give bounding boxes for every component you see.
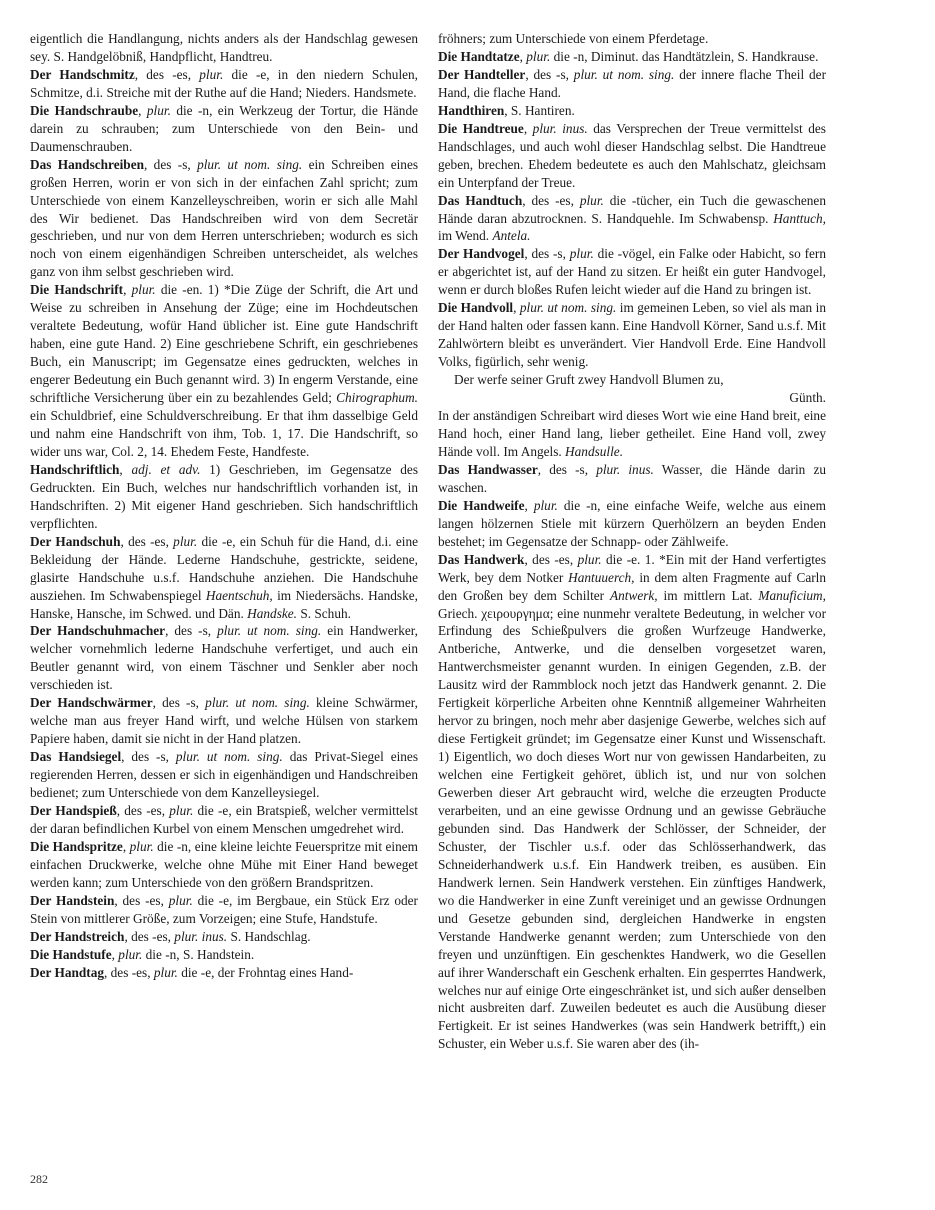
dictionary-entry — [30, 694, 418, 748]
dictionary-entry — [30, 66, 418, 102]
entry-text: S. Handschlag. — [227, 928, 311, 944]
entry-text: , des -s, — [525, 66, 574, 82]
entry-text: S. Schuh. — [297, 605, 351, 621]
entry-text: die -e, ein Schuh für die Hand, d.i. eine Bekleidung der Hände. Lederne Handschuhe, gestrickte, seidene, glasirte Handschuhe u.s.f. Handschuhe anziehen. Die Handschuhe ausziehen. Im Schwabenspiegel — [30, 533, 418, 603]
entry-text: die -n, Diminut. das Handtätzlein, S. Handkrause. — [550, 48, 819, 64]
entry-text: , des -es, — [524, 551, 578, 567]
italic-text: plur. — [533, 497, 558, 513]
italic-text: plur. — [168, 892, 193, 908]
dictionary-entry — [438, 66, 826, 102]
italic-text: plur. ut nom. sing. — [205, 695, 310, 711]
dictionary-entry — [438, 299, 826, 371]
entry-text: kleine Schwärmer, welche man aus freyer Hand wirft, und welche Hülsen von starkem Papiere haben, damit sie nicht in der Hand platzen. — [30, 695, 418, 747]
headword: Die Handschraube — [30, 102, 139, 118]
entry-text: die -e. 1. *Ein mit der Hand verfertigtes Werk, bey dem Notker — [438, 551, 826, 585]
headword: Der Handschmitz — [30, 66, 135, 82]
italic-text: plur. — [173, 533, 198, 549]
italic-text: plur. — [131, 282, 156, 298]
headword: Die Handvoll — [438, 300, 514, 316]
headword: Das Handschreiben — [30, 156, 144, 172]
headword: Die Handtatze — [438, 48, 520, 64]
entry-text: der innere flache Theil der Hand, die flache Hand. — [438, 66, 827, 100]
headword: Der Handschuh — [30, 533, 121, 549]
entry-text: ein Schuldbrief, eine Schuldverschreibung. Er that ihm dasselbige Geld und nahm eine Handschrift von ihm, Tob. 1, 17. Die Handschrift, so wider uns war, Col. 2, 14. Ehedem Feste, Handfeste. — [30, 408, 418, 459]
entry-text: , — [122, 838, 130, 854]
entry-text: im gemeinen Leben, so viel als man in der Hand halten oder fassen kann. Eine Handvoll Körner, Sand u.s.f. Mit Zahlwörtern bleibt es unverändert. Vier Handvoll Erde. Eine Handvoll Volks, figürlich, sehr wenig. — [438, 300, 826, 370]
entry-text: die -tücher, ein Tuch die gewaschenen Hände daran abzutrocknen. S. Handquehle. Im Schwabensp. — [438, 192, 826, 226]
italic-text: plur. — [129, 838, 154, 854]
right-column — [438, 30, 826, 1053]
headword: Die Handstufe — [30, 946, 112, 962]
entry-text: , des -s, — [144, 156, 198, 172]
dictionary-entry — [438, 245, 826, 299]
dictionary-entry — [438, 497, 826, 551]
entry-text: , des -es, — [134, 66, 200, 82]
entry-text: Günth. — [789, 390, 826, 406]
entry-text: im Wend. — [438, 228, 493, 244]
italic-text: Handske. — [247, 605, 297, 621]
italic-text: plur. — [118, 946, 143, 962]
dictionary-entry — [30, 838, 418, 892]
headword: Die Handspritze — [30, 838, 123, 854]
entry-text: , des -s, — [537, 461, 597, 477]
dictionary-entry — [438, 48, 826, 66]
italic-text: plur. ut nom. sing. — [175, 749, 283, 765]
entry-text: , des -s, — [152, 695, 206, 711]
headword: Der Handschuhmacher — [30, 623, 166, 639]
italic-text: plur. ut nom. sing. — [573, 66, 675, 82]
dictionary-entry — [438, 30, 826, 48]
entry-text: , S. Hantiren. — [504, 102, 575, 118]
page-number: 282 — [30, 1172, 48, 1186]
entry-text: die -n, eine kleine leichte Feuerspritze mit einem einfachen Druckwerke, welche ohne Mühe mit Einer Hand beweget werden kann; zum Unterschiede von den größern Brandspritzen. — [30, 838, 419, 890]
entry-text: Der werfe seiner Gruft zwey Handvoll Blumen zu, — [454, 372, 724, 388]
entry-text: , — [138, 102, 147, 118]
entry-text: , des -es, — [104, 964, 154, 980]
headword: Der Handschwärmer — [30, 695, 153, 711]
dictionary-entry — [438, 461, 826, 497]
headword: Der Handvogel — [438, 246, 525, 262]
headword: Der Handspieß — [30, 802, 117, 818]
italic-text: plur. — [146, 102, 171, 118]
entry-text: , des -es, — [116, 802, 170, 818]
dictionary-entry — [30, 802, 418, 838]
italic-text: plur. ut nom. sing. — [217, 623, 322, 639]
entry-text: , des -es, — [120, 533, 174, 549]
italic-text: plur. — [153, 964, 178, 980]
entry-text: in dem alten Fragmente auf Carln den Großen bey dem Schilter — [438, 569, 826, 603]
headword: Handschriftlich — [30, 461, 120, 477]
dictionary-entry — [30, 281, 418, 461]
quotation-line — [438, 371, 826, 389]
entry-text: die -e, in den niedern Schulen, Schmitze, d.i. Streiche mit der Ruthe auf die Hand; Nieders. Handsmete. — [30, 66, 419, 100]
entry-text: im Niedersächs. Handske, Hanske, Hansche, im Schwed. und Dän. — [30, 587, 418, 621]
italic-text: Hantuuerch, — [568, 569, 635, 585]
italic-text: plur. inus. — [174, 928, 228, 944]
italic-text: Hanttuch, — [773, 210, 826, 226]
dictionary-entry — [30, 964, 418, 982]
entry-text: , — [513, 300, 520, 316]
entry-text: , — [519, 48, 527, 64]
entry-text: , — [123, 282, 132, 298]
headword: Der Handtag — [30, 964, 104, 980]
dictionary-entry — [30, 946, 418, 964]
entry-text: , — [523, 120, 533, 136]
italic-text: plur. inus. — [596, 461, 654, 477]
entry-text: Wasser, die Hände darin zu waschen. — [438, 461, 827, 495]
entry-text: die -e, im Bergbaue, ein Stück Erz oder Stein von mittlerer Größe, zum Vorzeigen; eine Stufe, Handstufe. — [30, 892, 418, 926]
entry-text: , — [524, 497, 534, 513]
headword: Das Handwerk — [438, 551, 525, 567]
entry-text: die -n, S. Handstein. — [142, 946, 255, 962]
italic-text: Haentschuh, — [205, 587, 273, 603]
entry-text: ein Schreiben eines großen Herren, worin er von sich in der einfachen Zahl spricht; zum Unterschiede von einem Kanzelleyschreiben, worin er sich alle Mahl des Wir bedienet. Das Handschreiben wird von dem Secretär geschrieben, und nur von dem Herren unterschrieben; wodurch es sich noch von einem eigenhändigen Schreiben unterscheidet, als welches ganz von ihm selbst geschrieben wird. — [30, 156, 419, 280]
dictionary-entry — [30, 928, 418, 946]
dictionary-entry — [30, 102, 418, 156]
italic-text: plur. inus. — [532, 120, 588, 136]
italic-text: Antela. — [492, 228, 531, 244]
entry-text: die -en. 1) *Die Züge der Schrift, die Art und Weise zu schreiben in Ansehung der Züge; eine im Hochdeutschen veraltete Bedeutung, wofür Hand üblicher ist. Eine gute Handschrift haben, eine gute Hand. 2) Eine geschriebene Schrift, ein geschriebenes Buch, ein Manuscript; im Gegensatze eines gedruckten, welches in engerer Bedeutung ein Buch genannt wird. 3) In engerm Verstande, eine schriftliche Versicherung über ein zu bezahlendes Geld; — [30, 282, 418, 406]
entry-text: eigentlich die Handlangung, nichts anders als der Handschlag gewesen sey. S. Handgelöbniß, Handpflicht, Handtreu. — [30, 31, 418, 64]
headword: Das Handsiegel — [30, 749, 122, 765]
italic-text: plur. — [579, 192, 604, 208]
entry-text: die -e, der Frohntag eines Hand- — [177, 964, 354, 980]
headword: Der Handteller — [438, 66, 526, 82]
italic-text: Antwerk, — [610, 587, 658, 603]
headword: Die Handweife — [438, 497, 525, 513]
left-column — [30, 30, 418, 982]
entry-text: , — [119, 461, 132, 477]
dictionary-entry — [30, 748, 418, 802]
entry-text: In der anständigen Schreibart wird dieses Wort wie eine Hand breit, eine Hand hoch, einer Hand lang, lieber getheilet. Eine Hand voll, zwey Hände voll. Im Angels. — [438, 408, 826, 459]
dictionary-entry — [438, 407, 826, 461]
italic-text: adj. et adv. — [131, 461, 201, 477]
entry-text: Griech. χειρουργημα; eine nunmehr veraltete Bedeutung, in welcher vor Erfindung des Schießpulvers die großen Wurfzeuge Handwerke, Antberiche, Antwerke, und die denselben vorgesetzet waren, Hantwerchsmeister genannt wurden. In einigen Gegenden, z.B. der Lausitz wird der Rammblock noch jetzt das Handwerk genannt. 2. Die Fertigkeit körperliche Arbeiten ohne Kenntniß allgemeiner Wahrheiten hervor zu bringen, noch mehr aber dasjenige Gewerbe, welches sich auf diese Fertigkeit gründet; im Gegensatze einer Kunst und Wissenschaft. 1) Eigentlich, wo doch dieses Wort nur von gewissen Handarbeiten, zu welchen eine Fertigkeit gehöret, üblich ist, und nur von solchen Gewerben dieser Art gebraucht wird, welche die erzeugten Producte verarbeiten, und an eine gewisse Ordnung und an gewisse Gebräuche gebunden sind. Das Handwerk der Schlösser, der Schneider, der Schuster, der Tischler u.s.f. oder das Schlösserhandwerk, das Schneiderhandwerk u.s.f. Ein Handwerk treiben, es ausüben. Ein Handwerk lernen. Sein Handwerk verstehen. Ein zünftiges Handwerk, wo die Handwerker in eine Zunft vereiniget und an gewisse Ordnungen und Gesetze gebunden sind, dergleichen Handwerke in engsten Verstande Handwerke genannt werden; zum Unterschiede von den freyen und unzünftigen. Ein geschenktes Handwerk, wo die Gesellen auf ihrer Wanderschaft ein Geschenk erhalten. Ein gesperrtes Handwerk, welches nur auf einige Orte eingeschränket ist, und sich außer denselben nicht ausbreiten darf. Zuweilen bedeutet es auch die Ausübung dieser Fertigkeit. Er ist seines Handwerkes (was sein Handwerk betrifft,) ein Schuster, ein Weber u.s.f. Sie waren aber des (ih- — [438, 605, 826, 1052]
entry-text: die -vögel, ein Falke oder Habicht, so fern er abgerichtet ist, auf der Hand zu sitzen. Er heißt ein guter Handvogel, wenn er durch bloßes Rufen leicht wieder auf die Hand zu bringen ist. — [438, 246, 826, 298]
headword: Handthiren — [438, 102, 505, 118]
entry-text: die -e, ein Bratspieß, welcher vermittelst der daran befindlichen Kurbel von einem Menschen umgedrehet wird. — [30, 802, 418, 836]
italic-text: plur. — [569, 246, 594, 262]
entry-text: ein Handwerker, welcher vornehmlich lederne Handschuhe verfertiget, und auch ein Beutler genannt wird, von einem Täschner und Senkler aber noch verschieden ist. — [30, 623, 419, 693]
dictionary-entry — [438, 120, 826, 192]
italic-text: plur. — [526, 48, 551, 64]
dictionary-entry — [438, 102, 826, 120]
entry-text: , des -es, — [522, 192, 580, 208]
italic-text: plur. — [169, 802, 194, 818]
italic-text: plur. — [199, 66, 224, 82]
entry-text: , des -es, — [124, 928, 175, 944]
entry-text: , des -s, — [524, 246, 570, 262]
entry-text: , des -es, — [114, 892, 169, 908]
headword: Die Handtreue — [438, 120, 524, 136]
italic-text: Handsulle. — [565, 443, 624, 459]
entry-text: die -n, eine einfache Weife, welche aus einem langen hölzernen Stiele mit kürzern Querhölzern an beyden Enden bestehet; im Gegensatze der Schnapp- oder Zählweife. — [438, 497, 826, 549]
italic-text: plur. — [577, 551, 602, 567]
italic-text: plur. ut nom. sing. — [197, 156, 303, 172]
quotation-source — [438, 389, 826, 407]
headword: Das Handwasser — [438, 461, 538, 477]
headword: Der Handstreich — [30, 928, 125, 944]
entry-text: , — [111, 946, 119, 962]
entry-text: , des -s, — [121, 749, 176, 765]
dictionary-entry — [30, 892, 418, 928]
dictionary-entry — [30, 30, 418, 66]
headword: Der Handstein — [30, 892, 115, 908]
entry-text: die -n, ein Werkzeug der Tortur, die Hände darein zu schrauben; zum Unterschiede von den Bein- und Daumenschrauben. — [30, 102, 418, 154]
entry-text: im mittlern Lat. — [657, 587, 759, 603]
entry-text: das Privat-Siegel eines regierenden Herren, dessen er sich in eigenhändigen und Handschreiben bedienet; zum Unterschiede von dem Kanzelleysiegel. — [30, 749, 419, 801]
dictionary-entry — [30, 461, 418, 533]
italic-text: Chirographum. — [336, 390, 418, 406]
headword: Das Handtuch — [438, 192, 523, 208]
entry-text: , des -s, — [165, 623, 218, 639]
headword: Die Handschrift — [30, 282, 124, 298]
dictionary-entry — [438, 192, 826, 246]
entry-text: fröhners; zum Unterschiede von einem Pferdetage. — [438, 31, 709, 46]
entry-text: 1) Geschrieben, im Gegensatze des Gedruckten. Ein Buch, welches nur handschriftlich vorhanden ist, in Handschriften. 2) Mit eigener Hand geschrieben. Sich handschriftlich verpflichten. — [30, 461, 418, 531]
entry-text: das Versprechen der Treue vermittelst des Handschlages, und auch wohl dieser Handschlag selbst. Die Handtreue geben, brechen. Ehedem bedeutete es auch den Mahlschatz, gleichsam ein Unterpfand der Treue. — [438, 120, 826, 190]
dictionary-entry — [30, 156, 418, 282]
italic-text: plur. ut nom. sing. — [519, 300, 617, 316]
dictionary-entry — [30, 533, 418, 623]
dictionary-entry — [438, 551, 826, 1054]
dictionary-entry — [30, 622, 418, 694]
italic-text: Manuficium, — [758, 587, 826, 603]
